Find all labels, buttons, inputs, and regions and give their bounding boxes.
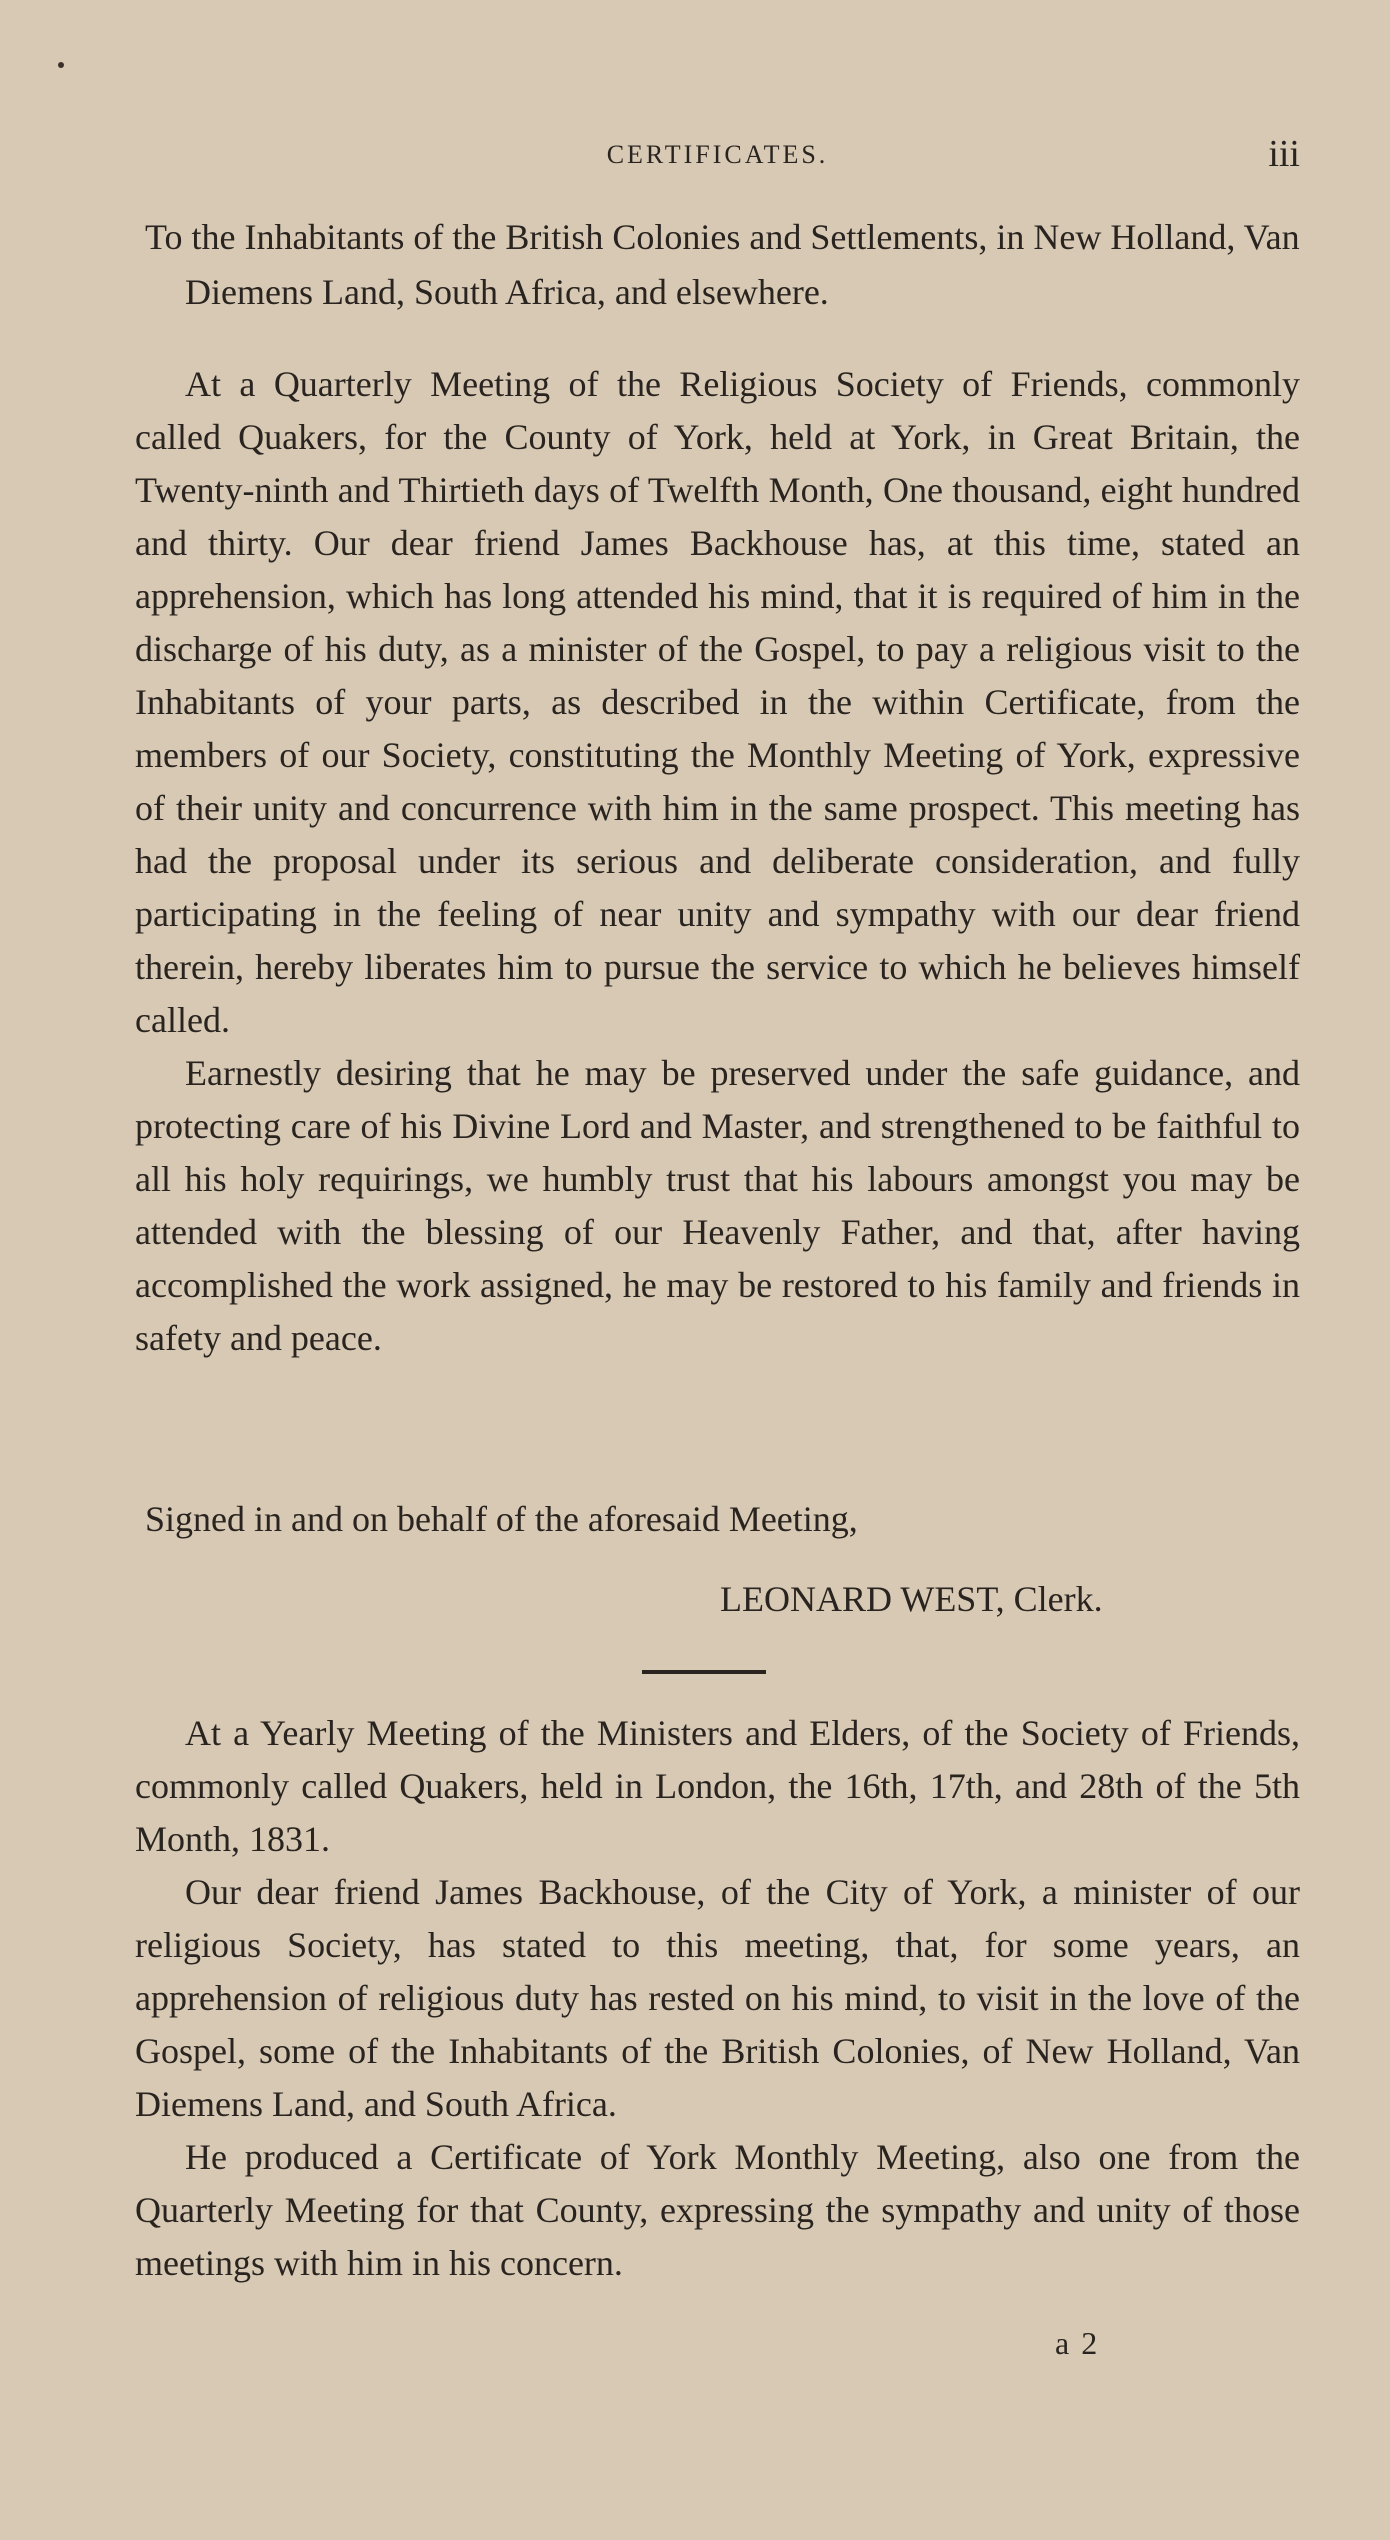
clerk-signature: LEONARD WEST, Clerk.	[720, 1579, 1103, 1619]
signed-line: Signed in and on behalf of the aforesaid Meeting,	[145, 1499, 858, 1539]
running-title: CERTIFICATES.	[606, 140, 829, 169]
yearly-meeting-certificate	[135, 1707, 1300, 2290]
paragraph-yearly-2: Our dear friend James Backhouse, of the City of York, a minister of our religious Society, has stated to this meeting, that, for some years, an apprehension of religious duty has rested on his mind, to visit in the love of the Gospel, some of the Inhabitants of the British Colonies, of New Holland, Van Diemens Land, and South Africa.	[135, 1872, 1300, 2124]
paragraph-quarterly-2: Earnestly desiring that he may be preserved under the safe guidance, and protecting care of his Divine Lord and Master, and strengthened to be faithful to all his holy requirings, we humbly trust that his labours amongst you may be attended with the blessing of our Heavenly Father, and that, after having accomplished the work assigned, he may be restored to his family and friends in safety and peace.	[135, 1053, 1300, 1358]
paragraph-yearly-3: He produced a Certificate of York Monthly Meeting, also one from the Quarterly Meeting for that County, expressing the sympathy and unity of those meetings with him in his concern.	[135, 2137, 1300, 2283]
page-number: iii	[1268, 133, 1300, 175]
ink-speck	[58, 62, 64, 68]
page-header	[135, 132, 1300, 182]
section-divider	[642, 1670, 766, 1674]
address-line: To the Inhabitants of the British Colonies and Settlements, in New Holland, Van Diemens Land, South Africa, and elsewhere.	[145, 217, 1300, 312]
signature-mark: a 2	[1055, 2325, 1100, 2361]
quarterly-meeting-certificate	[135, 358, 1300, 1365]
paragraph-quarterly-1: At a Quarterly Meeting of the Religious Society of Friends, commonly called Quakers, for the County of York, held at York, in Great Britain, the Twenty-ninth and Thirtieth days of Twelfth Month, One thousand, eight hundred and thirty. Our dear friend James Backhouse has, at this time, stated an apprehension, which has long attended his mind, that it is required of him in the discharge of his duty, as a minister of the Gospel, to pay a religious visit to the Inhabitants of your parts, as described in the within Certificate, from the members of our Society, constituting the Monthly Meeting of York, expressive of their unity and concurrence with him in the same prospect. This meeting has had the proposal under its serious and deliberate consideration, and fully participating in the feeling of near unity and sympathy with our dear friend therein, hereby liberates him to pursue the service to which he believes himself called.	[135, 364, 1300, 1040]
address-block	[135, 210, 1300, 320]
paragraph-yearly-1: At a Yearly Meeting of the Ministers and Elders, of the Society of Friends, commonly called Quakers, held in London, the 16th, 17th, and 28th of the 5th Month, 1831.	[135, 1713, 1300, 1859]
